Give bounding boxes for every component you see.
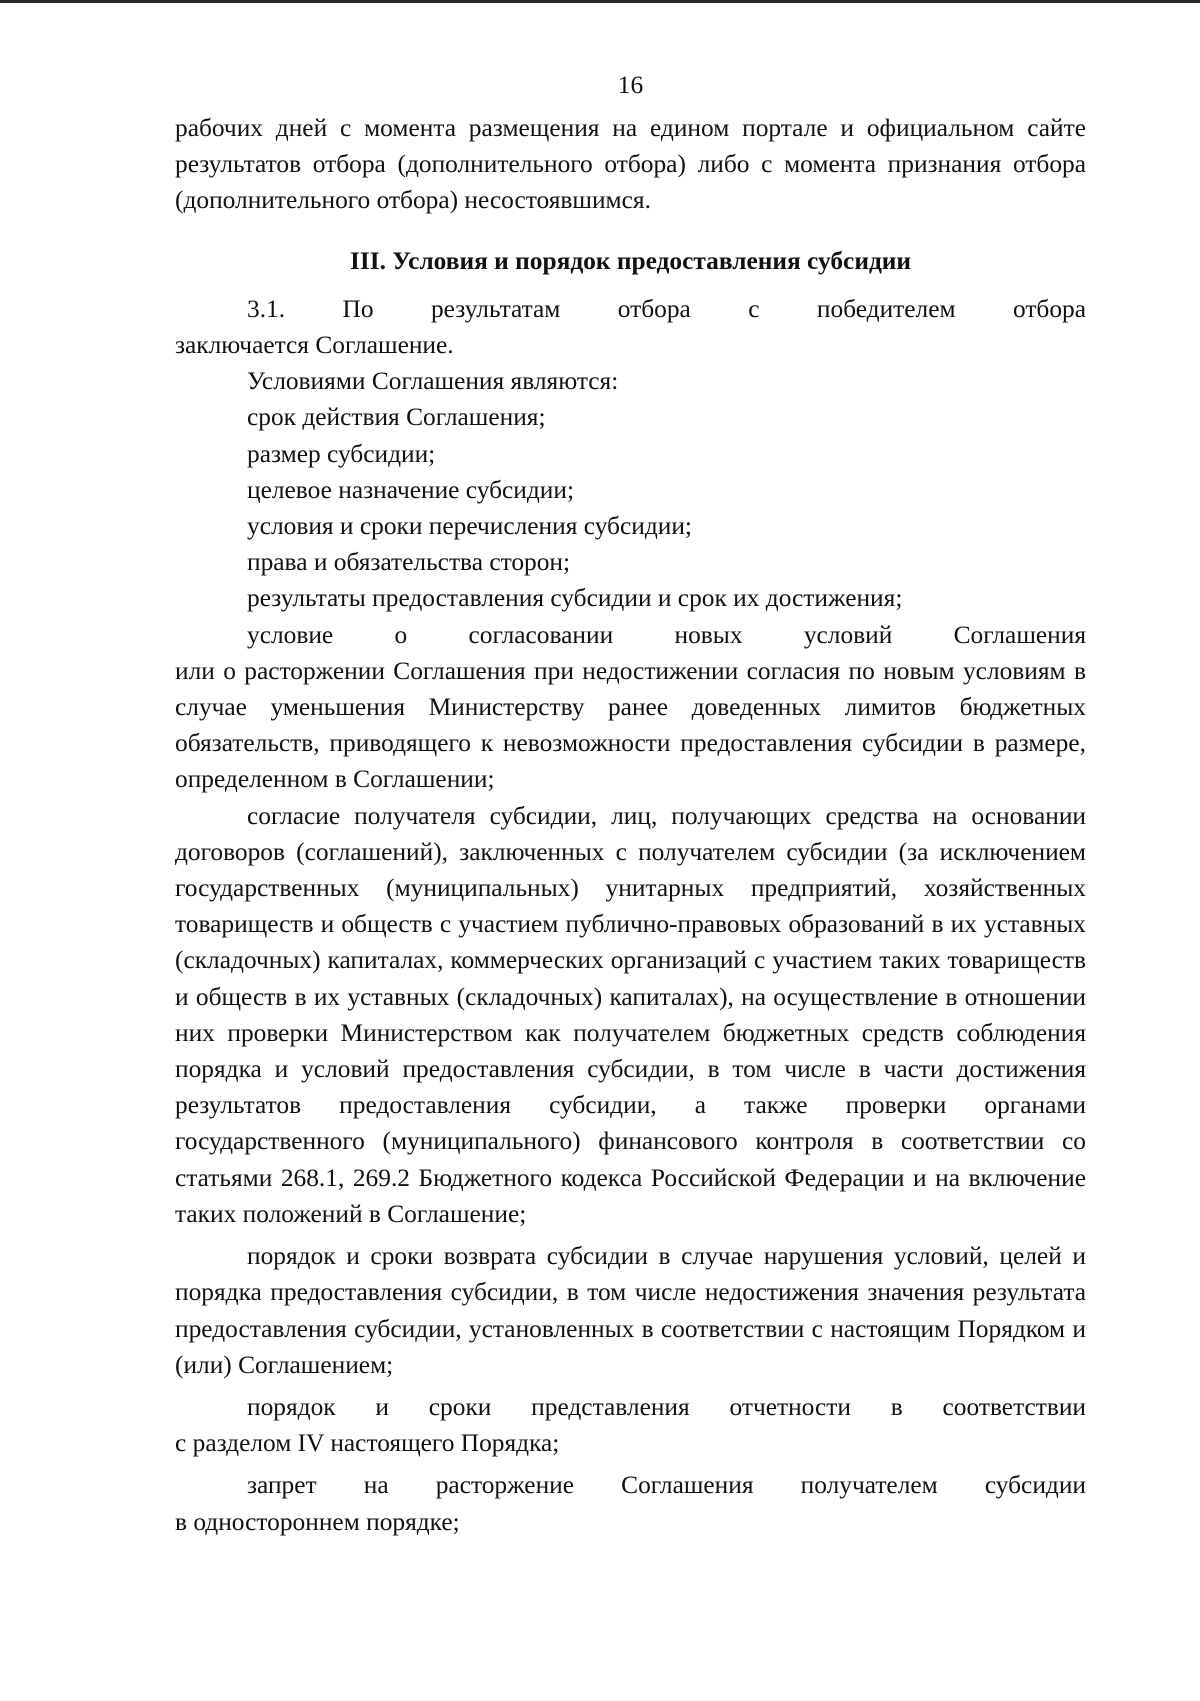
- document-page: [175, 60, 1086, 1540]
- intro-paragraph: рабочих дней с момента размещения на едином портале и официальном сайте результатов отбора (дополнительного отбора) либо с момента признания отбора (дополнительного отбора) несостоявшимся.: [175, 114, 1086, 215]
- condition-item: целевое назначение субсидии;: [247, 475, 575, 504]
- conditions-heading: Условиями Соглашения являются:: [247, 367, 619, 396]
- condition-new-terms-rest: или о расторжении Соглашения при недостижении согласия по новым условиям в случае уменьшения Министерству ранее доведенных лимитов бюджетных обязательств, приводящего к невозможности предоставления субсидии в размере, определенном в Соглашении;: [175, 656, 1086, 794]
- condition-item: условия и сроки перечисления субсидии;: [247, 512, 692, 541]
- condition-new-terms-first-line: условие о согласовании новых условий Соглашения: [247, 620, 1086, 649]
- section-title: III. Условия и порядок предоставления субсидии: [349, 246, 912, 275]
- condition-item: срок действия Соглашения;: [247, 403, 546, 432]
- condition-item: размер субсидии;: [247, 439, 436, 468]
- clause-3-1-first-line: 3.1. По результатам отбора с победителем отбора: [247, 294, 1086, 323]
- reporting-first-line: порядок и сроки представления отчетности в соответствии: [247, 1392, 1086, 1421]
- condition-item: права и обязательства сторон;: [247, 548, 571, 577]
- refund-paragraph: порядок и сроки возврата субсидии в случае нарушения условий, целей и порядка предоставления субсидии, в том числе недостижения значения результата предоставления субсидии, установленных в соответствии с настоящим Порядком и (или) Соглашением;: [175, 1242, 1086, 1379]
- page-number: 16: [617, 71, 644, 99]
- consent-paragraph: согласие получателя субсидии, лиц, получающих средства на основании договоров (соглашений), заключенных с получателем субсидии (за исключением государственных (муниципальных) унитарных предприятий, хозяйственных товариществ и обществ с участием публично-правовых образований в их уставных (складочных) капиталах, коммерческих организаций с участием таких товариществ и обществ в их уставных (складочных) капиталах), на осуществление в отношении них проверки Министерством как получателем бюджетных средств соблюдения порядка и условий предоставления субсидии, в том числе в части достижения результатов предоставления субсидии, а также проверки органами государственного (муниципального) финансового контроля в соответствии со статьями 268.1, 269.2 Бюджетного кодекса Российской Федерации и на включение таких положений в Соглашение;: [175, 801, 1086, 1228]
- prohibition-rest: в одностороннем порядке;: [175, 1507, 460, 1536]
- reporting-rest: с разделом IV настоящего Порядка;: [175, 1429, 560, 1458]
- condition-item: результаты предоставления субсидии и срок их достижения;: [247, 584, 903, 613]
- prohibition-first-line: запрет на расторжение Соглашения получателем субсидии: [247, 1471, 1086, 1500]
- scan-top-edge: [0, 0, 1200, 3]
- clause-3-1-rest: заключается Соглашение.: [175, 331, 454, 360]
